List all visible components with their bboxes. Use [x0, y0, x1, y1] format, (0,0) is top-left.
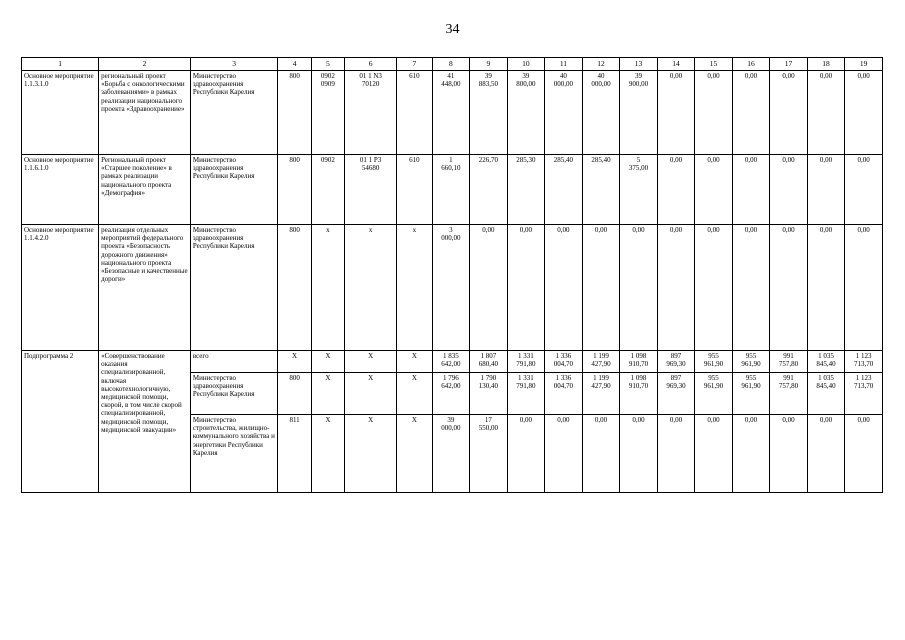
column-number: 17: [770, 58, 808, 71]
column-number: 5: [311, 58, 344, 71]
grbs-cell: 800: [278, 155, 311, 225]
value-cell: 0,00: [770, 415, 808, 493]
value-cell: 0,00: [770, 71, 808, 155]
value-cell: 0,00: [582, 415, 620, 493]
table-row: [22, 71, 883, 155]
value-cell: 1 199 427,90: [582, 373, 620, 415]
column-number: 4: [278, 58, 311, 71]
target-article-cell: 01 1 N3 70120: [345, 71, 397, 155]
executor-cell: Министерство здравоохранения Республики Карелия: [190, 71, 278, 155]
value-cell: 39 900,00: [620, 71, 658, 155]
value-cell: 0,00: [845, 225, 883, 351]
section-cell: Х: [311, 351, 344, 373]
value-cell: 0,00: [582, 225, 620, 351]
value-cell: 955 961,90: [695, 351, 733, 373]
value-cell: 0,00: [770, 155, 808, 225]
target-article-cell: Х: [345, 373, 397, 415]
expense-type-cell: Х: [397, 373, 432, 415]
value-cell: 1 336 004,70: [545, 373, 583, 415]
value-cell: 40 000,00: [545, 71, 583, 155]
value-cell: 0,00: [732, 155, 770, 225]
value-cell: 1 807 680,40: [470, 351, 508, 373]
value-cell: 1 796 642,00: [432, 373, 470, 415]
grbs-cell: 811: [278, 415, 311, 493]
column-number: 1: [22, 58, 99, 71]
value-cell: 0,00: [657, 415, 695, 493]
value-cell: 0,00: [695, 225, 733, 351]
event-name-cell: Основное мероприятие 1.1.4.2.0: [22, 225, 99, 351]
value-cell: 897 969,30: [657, 351, 695, 373]
value-cell: 0,00: [507, 415, 545, 493]
value-cell: 5 375,00: [620, 155, 658, 225]
value-cell: 39 000,00: [432, 415, 470, 493]
section-cell: 0902: [311, 155, 344, 225]
event-name-cell: Основное мероприятие 1.1.6.1.0: [22, 155, 99, 225]
value-cell: 0,00: [545, 225, 583, 351]
value-cell: 1 331 791,80: [507, 373, 545, 415]
value-cell: 0,00: [807, 155, 845, 225]
value-cell: 991 757,80: [770, 351, 808, 373]
column-number: 2: [99, 58, 191, 71]
value-cell: 0,00: [807, 415, 845, 493]
value-cell: 1 098 910,70: [620, 351, 658, 373]
column-number: 12: [582, 58, 620, 71]
value-cell: 1 790 130,40: [470, 373, 508, 415]
expense-type-cell: Х: [397, 351, 432, 373]
column-number: 7: [397, 58, 432, 71]
budget-table: [21, 57, 883, 493]
value-cell: 39 800,00: [507, 71, 545, 155]
executor-cell: Министерство здравоохранения Республики Карелия: [190, 373, 278, 415]
column-number: 3: [190, 58, 278, 71]
subprogram-description-cell: «Совершенствование оказания специализированной, включая высокотехнологичную, медицинской помощи, скорой, в том числе скорой специализированной, медицинской помощи, медицинской эвакуации»: [99, 351, 191, 493]
value-cell: 17 550,00: [470, 415, 508, 493]
executor-cell: Министерство здравоохранения Республики Карелия: [190, 225, 278, 351]
expense-type-cell: х: [397, 225, 432, 351]
value-cell: 0,00: [845, 155, 883, 225]
table-row: [22, 225, 883, 351]
column-number: 16: [732, 58, 770, 71]
value-cell: 1 199 427,90: [582, 351, 620, 373]
column-number: 15: [695, 58, 733, 71]
value-cell: 0,00: [695, 71, 733, 155]
value-cell: 1 660,10: [432, 155, 470, 225]
value-cell: 0,00: [657, 71, 695, 155]
target-article-cell: х: [345, 225, 397, 351]
value-cell: 897 969,30: [657, 373, 695, 415]
grbs-cell: Х: [278, 351, 311, 373]
column-number: 6: [345, 58, 397, 71]
column-number: 19: [845, 58, 883, 71]
value-cell: 0,00: [807, 225, 845, 351]
section-cell: х: [311, 225, 344, 351]
value-cell: 226,70: [470, 155, 508, 225]
value-cell: 1 098 910,70: [620, 373, 658, 415]
column-number: 14: [657, 58, 695, 71]
page-number: 34: [445, 22, 460, 37]
grbs-cell: 800: [278, 71, 311, 155]
value-cell: 0,00: [845, 71, 883, 155]
value-cell: 0,00: [732, 71, 770, 155]
description-cell: региональный проект «Борьба с онкологическими заболеваниями» в рамках реализации национального проекта «Здравоохранение»: [99, 71, 191, 155]
value-cell: 0,00: [732, 415, 770, 493]
value-cell: 285,40: [582, 155, 620, 225]
executor-cell: всего: [190, 351, 278, 373]
table-row: [22, 351, 883, 373]
value-cell: 0,00: [695, 155, 733, 225]
column-number: 10: [507, 58, 545, 71]
table-row: [22, 155, 883, 225]
value-cell: 1 035 845,40: [807, 351, 845, 373]
event-name-cell: Основное мероприятие 1.1.3.1.0: [22, 71, 99, 155]
column-number: 8: [432, 58, 470, 71]
value-cell: 1 331 791,80: [507, 351, 545, 373]
section-cell: Х: [311, 373, 344, 415]
value-cell: 0,00: [620, 225, 658, 351]
section-cell: Х: [311, 415, 344, 493]
expense-type-cell: 610: [397, 71, 432, 155]
value-cell: 0,00: [470, 225, 508, 351]
description-cell: Региональный проект «Старшее поколение» в рамках реализации национального проекта «Демография»: [99, 155, 191, 225]
value-cell: 0,00: [695, 415, 733, 493]
value-cell: 0,00: [620, 415, 658, 493]
subprogram-name-cell: Подпрограмма 2: [22, 351, 99, 493]
value-cell: 1 336 004,70: [545, 351, 583, 373]
column-number: 11: [545, 58, 583, 71]
expense-type-cell: Х: [397, 415, 432, 493]
target-article-cell: Х: [345, 415, 397, 493]
value-cell: 285,30: [507, 155, 545, 225]
value-cell: 40 000,00: [582, 71, 620, 155]
value-cell: 3 000,00: [432, 225, 470, 351]
value-cell: 991 757,80: [770, 373, 808, 415]
value-cell: 0,00: [807, 71, 845, 155]
description-cell: реализация отдельных мероприятий федерального проекта «Безопасность дорожного движения» национального проекта «Безопасные и качественные дороги»: [99, 225, 191, 351]
value-cell: 955 961,90: [695, 373, 733, 415]
value-cell: 0,00: [770, 225, 808, 351]
column-number-row: [22, 58, 883, 71]
target-article-cell: Х: [345, 351, 397, 373]
value-cell: 1 123 713,70: [845, 373, 883, 415]
value-cell: 0,00: [507, 225, 545, 351]
value-cell: 0,00: [732, 225, 770, 351]
value-cell: 1 035 845,40: [807, 373, 845, 415]
value-cell: 39 883,50: [470, 71, 508, 155]
value-cell: 41 448,00: [432, 71, 470, 155]
column-number: 9: [470, 58, 508, 71]
value-cell: 285,40: [545, 155, 583, 225]
value-cell: 0,00: [545, 415, 583, 493]
value-cell: 1 835 642,00: [432, 351, 470, 373]
value-cell: 0,00: [657, 155, 695, 225]
executor-cell: Министерство строительства, жилищно-коммунального хозяйства и энергетики Республики Карелия: [190, 415, 278, 493]
executor-cell: Министерство здравоохранения Республики Карелия: [190, 155, 278, 225]
value-cell: 955 961,90: [732, 351, 770, 373]
value-cell: 0,00: [657, 225, 695, 351]
column-number: 18: [807, 58, 845, 71]
column-number: 13: [620, 58, 658, 71]
expense-type-cell: 610: [397, 155, 432, 225]
grbs-cell: 800: [278, 373, 311, 415]
target-article-cell: 01 1 P3 54680: [345, 155, 397, 225]
value-cell: 1 123 713,70: [845, 351, 883, 373]
value-cell: 0,00: [845, 415, 883, 493]
grbs-cell: 800: [278, 225, 311, 351]
value-cell: 955 961,90: [732, 373, 770, 415]
section-cell: 0902 0909: [311, 71, 344, 155]
